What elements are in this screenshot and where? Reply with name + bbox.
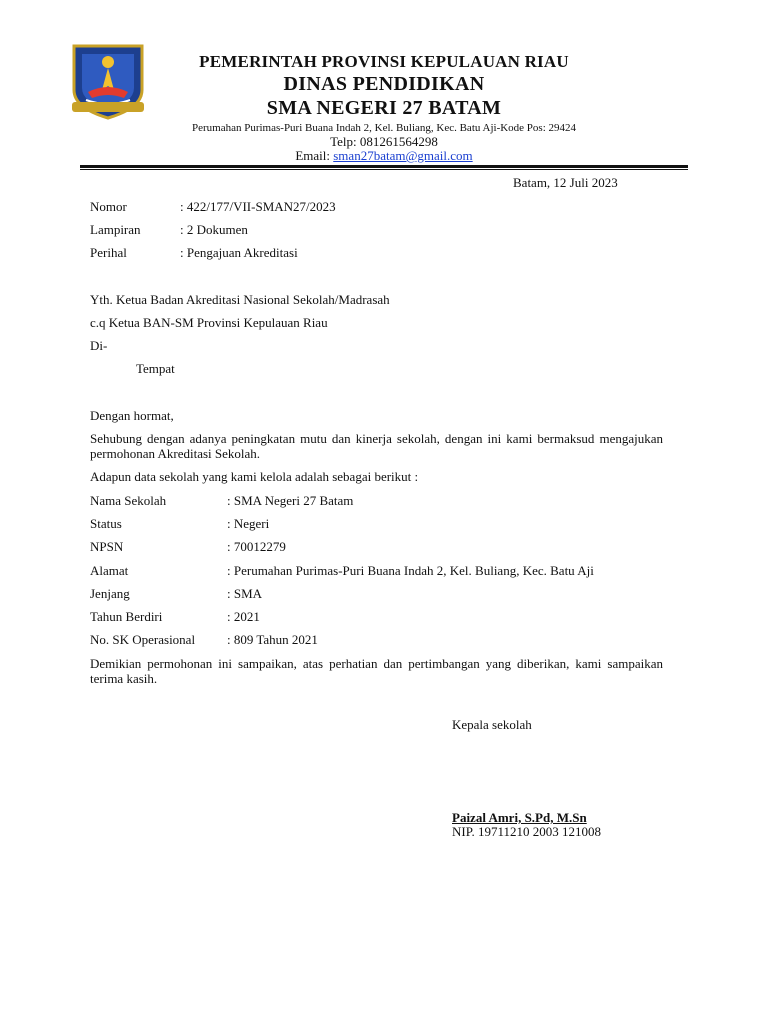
data-label-status: Status (90, 516, 122, 531)
data-value-tahun-berdiri: : 2021 (227, 609, 260, 624)
recipient-line-3: Di- (90, 338, 108, 353)
letterhead-school: SMA NEGERI 27 BATAM (266, 97, 502, 119)
meta-label-lampiran: Lampiran (90, 222, 141, 237)
data-value-sk-operasional: : 809 Tahun 2021 (227, 632, 318, 647)
signature-title: Kepala sekolah (452, 717, 532, 732)
letterhead-address: Perumahan Purimas-Puri Buana Indah 2, Kel. Buliang, Kec. Batu Aji-Kode Pos: 29424 (191, 122, 577, 134)
signature-nip: NIP. 19711210 2003 121008 (452, 824, 602, 839)
meta-label-perihal: Perihal (90, 245, 127, 260)
data-value-nama-sekolah: : SMA Negeri 27 Batam (227, 493, 354, 508)
email-label: Email: (295, 148, 334, 163)
data-value-npsn: : 70012279 (227, 539, 286, 554)
letterhead-department: DINAS PENDIDIKAN (283, 73, 485, 95)
data-label-npsn: NPSN (90, 539, 124, 554)
province-logo (68, 42, 148, 120)
letterhead-government: PEMERINTAH PROVINSI KEPULAUAN RIAU (199, 52, 569, 71)
meta-value-perihal: : Pengajuan Akreditasi (180, 245, 298, 260)
recipient-line-2: c.q Ketua BAN-SM Provinsi Kepulauan Riau (90, 315, 328, 330)
data-value-alamat: : Perumahan Purimas-Puri Buana Indah 2, Kel. Buliang, Kec. Batu Aji (227, 563, 594, 578)
letterhead-telp: Telp: 081261564298 (330, 134, 438, 149)
data-label-jenjang: Jenjang (90, 586, 130, 601)
letterhead-email-line (140, 148, 628, 164)
signature-name: Paizal Amri, S.Pd, M.Sn (452, 810, 587, 825)
header-divider-thick (80, 165, 688, 168)
meta-value-lampiran: : 2 Dokumen (180, 222, 248, 237)
greeting: Dengan hormat, (90, 408, 174, 423)
data-label-alamat: Alamat (90, 563, 129, 578)
paragraph-data-intro: Adapun data sekolah yang kami kelola adalah sebagai berikut : (90, 469, 419, 484)
meta-label-nomor: Nomor (90, 199, 127, 214)
data-value-status: : Negeri (227, 516, 270, 531)
meta-value-nomor: : 422/177/VII-SMAN27/2023 (180, 199, 336, 214)
data-label-nama-sekolah: Nama Sekolah (90, 493, 167, 508)
data-value-jenjang: : SMA (227, 586, 263, 601)
recipient-line-1: Yth. Ketua Badan Akreditasi Nasional Sekolah/Madrasah (90, 292, 390, 307)
data-label-sk-operasional: No. SK Operasional (90, 632, 196, 647)
letter-date: Batam, 12 Juli 2023 (513, 175, 618, 190)
data-label-tahun-berdiri: Tahun Berdiri (90, 609, 163, 624)
header-divider-thin (80, 169, 688, 170)
paragraph-closing: Demikian permohonan ini sampaikan, atas perhatian dan pertimbangan yang diberikan, kami sampaikan terima kasih. (90, 656, 663, 686)
recipient-line-4: Tempat (136, 361, 175, 376)
paragraph-intro: Sehubung dengan adanya peningkatan mutu dan kinerja sekolah, dengan ini kami bermaksud mengajukan permohonan Akreditasi Sekolah. (90, 431, 663, 461)
email-link[interactable]: sman27batam@gmail.com (333, 148, 473, 163)
